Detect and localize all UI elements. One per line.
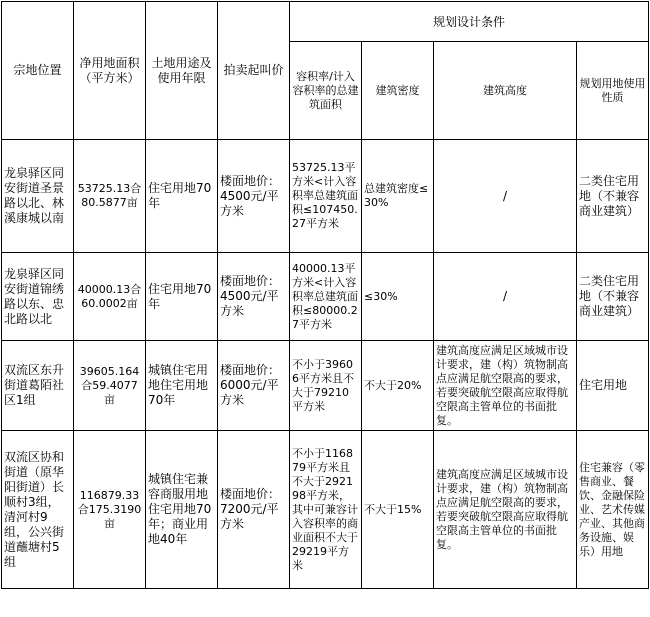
cell-start-price: 楼面地价：7200元/平方米: [218, 431, 290, 589]
cell-use-nature: 二类住宅用地（不兼容商业建筑）: [577, 140, 649, 253]
cell-far: 不小于39606平方米且不大于79210平方米: [290, 341, 362, 431]
cell-net-area: 40000.13合60.0002亩: [74, 253, 146, 341]
cell-land-use: 住宅用地70年: [146, 140, 218, 253]
cell-height: /: [434, 253, 577, 341]
header-density: 建筑密度: [362, 42, 434, 140]
header-far: 容积率/计入容积率的总建筑面积: [290, 42, 362, 140]
cell-start-price: 楼面地价：4500元/平方米: [218, 140, 290, 253]
table-row: [2, 140, 649, 253]
header-location: 宗地位置: [2, 2, 74, 140]
cell-density: 总建筑密度≤30%: [362, 140, 434, 253]
header-row-group: [2, 2, 649, 42]
cell-density: ≤30%: [362, 253, 434, 341]
cell-height: 建筑高度应满足区域城市设计要求，建（构）筑物制高点应满足航空限高的要求，若要突破航空限高应取得航空限高主管单位的书面批复。: [434, 431, 577, 589]
cell-land-use: 城镇住宅用地住宅用地70年: [146, 341, 218, 431]
header-planning-conditions: 规划设计条件: [290, 2, 649, 42]
cell-net-area: 53725.13合80.5877亩: [74, 140, 146, 253]
header-use-nature: 规划用地使用性质: [577, 42, 649, 140]
cell-land-use: 城镇住宅兼容商服用地住宅用地70年；商业用地40年: [146, 431, 218, 589]
cell-location: 双流区协和街道（原华阳街道）长顺村3组，清河村9组，公兴街道蘸塘村5组: [2, 431, 74, 589]
cell-far: 53725.13平方米<计入容积率总建筑面积≤107450.27平方米: [290, 140, 362, 253]
cell-start-price: 楼面地价：6000元/平方米: [218, 341, 290, 431]
cell-use-nature: 住宅兼容（零售商业、餐饮、金融保险业、艺术传媒产业、其他商务设施、娱乐）用地: [577, 431, 649, 589]
cell-net-area: 116879.33合175.3190亩: [74, 431, 146, 589]
cell-height: 建筑高度应满足区域城市设计要求，建（构）筑物制高点应满足航空限高的要求，若要突破航空限高应取得航空限高主管单位的书面批复。: [434, 341, 577, 431]
cell-far: 40000.13平方米<计入容积率总建筑面积≤80000.27平方米: [290, 253, 362, 341]
cell-height: /: [434, 140, 577, 253]
cell-location: 双流区东升街道葛陌社区1组: [2, 341, 74, 431]
table-row: [2, 253, 649, 341]
cell-location: 龙泉驿区同安街道圣景路以北、林溪康城以南: [2, 140, 74, 253]
cell-far: 不小于116879平方米且不大于292198平方米，其中可兼容计入容积率的商业面积不大于29219平方米: [290, 431, 362, 589]
cell-use-nature: 二类住宅用地（不兼容商业建筑）: [577, 253, 649, 341]
cell-land-use: 住宅用地70年: [146, 253, 218, 341]
table-row: [2, 431, 649, 589]
cell-location: 龙泉驿区同安街道锦绣路以东、忠北路以北: [2, 253, 74, 341]
header-height: 建筑高度: [434, 42, 577, 140]
header-start-price: 拍卖起叫价: [218, 2, 290, 140]
cell-net-area: 39605.164合59.4077亩: [74, 341, 146, 431]
land-auction-document: [1, 1, 649, 589]
cell-density: 不大于20%: [362, 341, 434, 431]
cell-density: 不大于15%: [362, 431, 434, 589]
cell-start-price: 楼面地价：4500元/平方米: [218, 253, 290, 341]
table-row: [2, 341, 649, 431]
land-parcel-table: [1, 1, 649, 589]
cell-use-nature: 住宅用地: [577, 341, 649, 431]
header-net-area: 净用地面积（平方米）: [74, 2, 146, 140]
header-land-use: 土地用途及使用年限: [146, 2, 218, 140]
